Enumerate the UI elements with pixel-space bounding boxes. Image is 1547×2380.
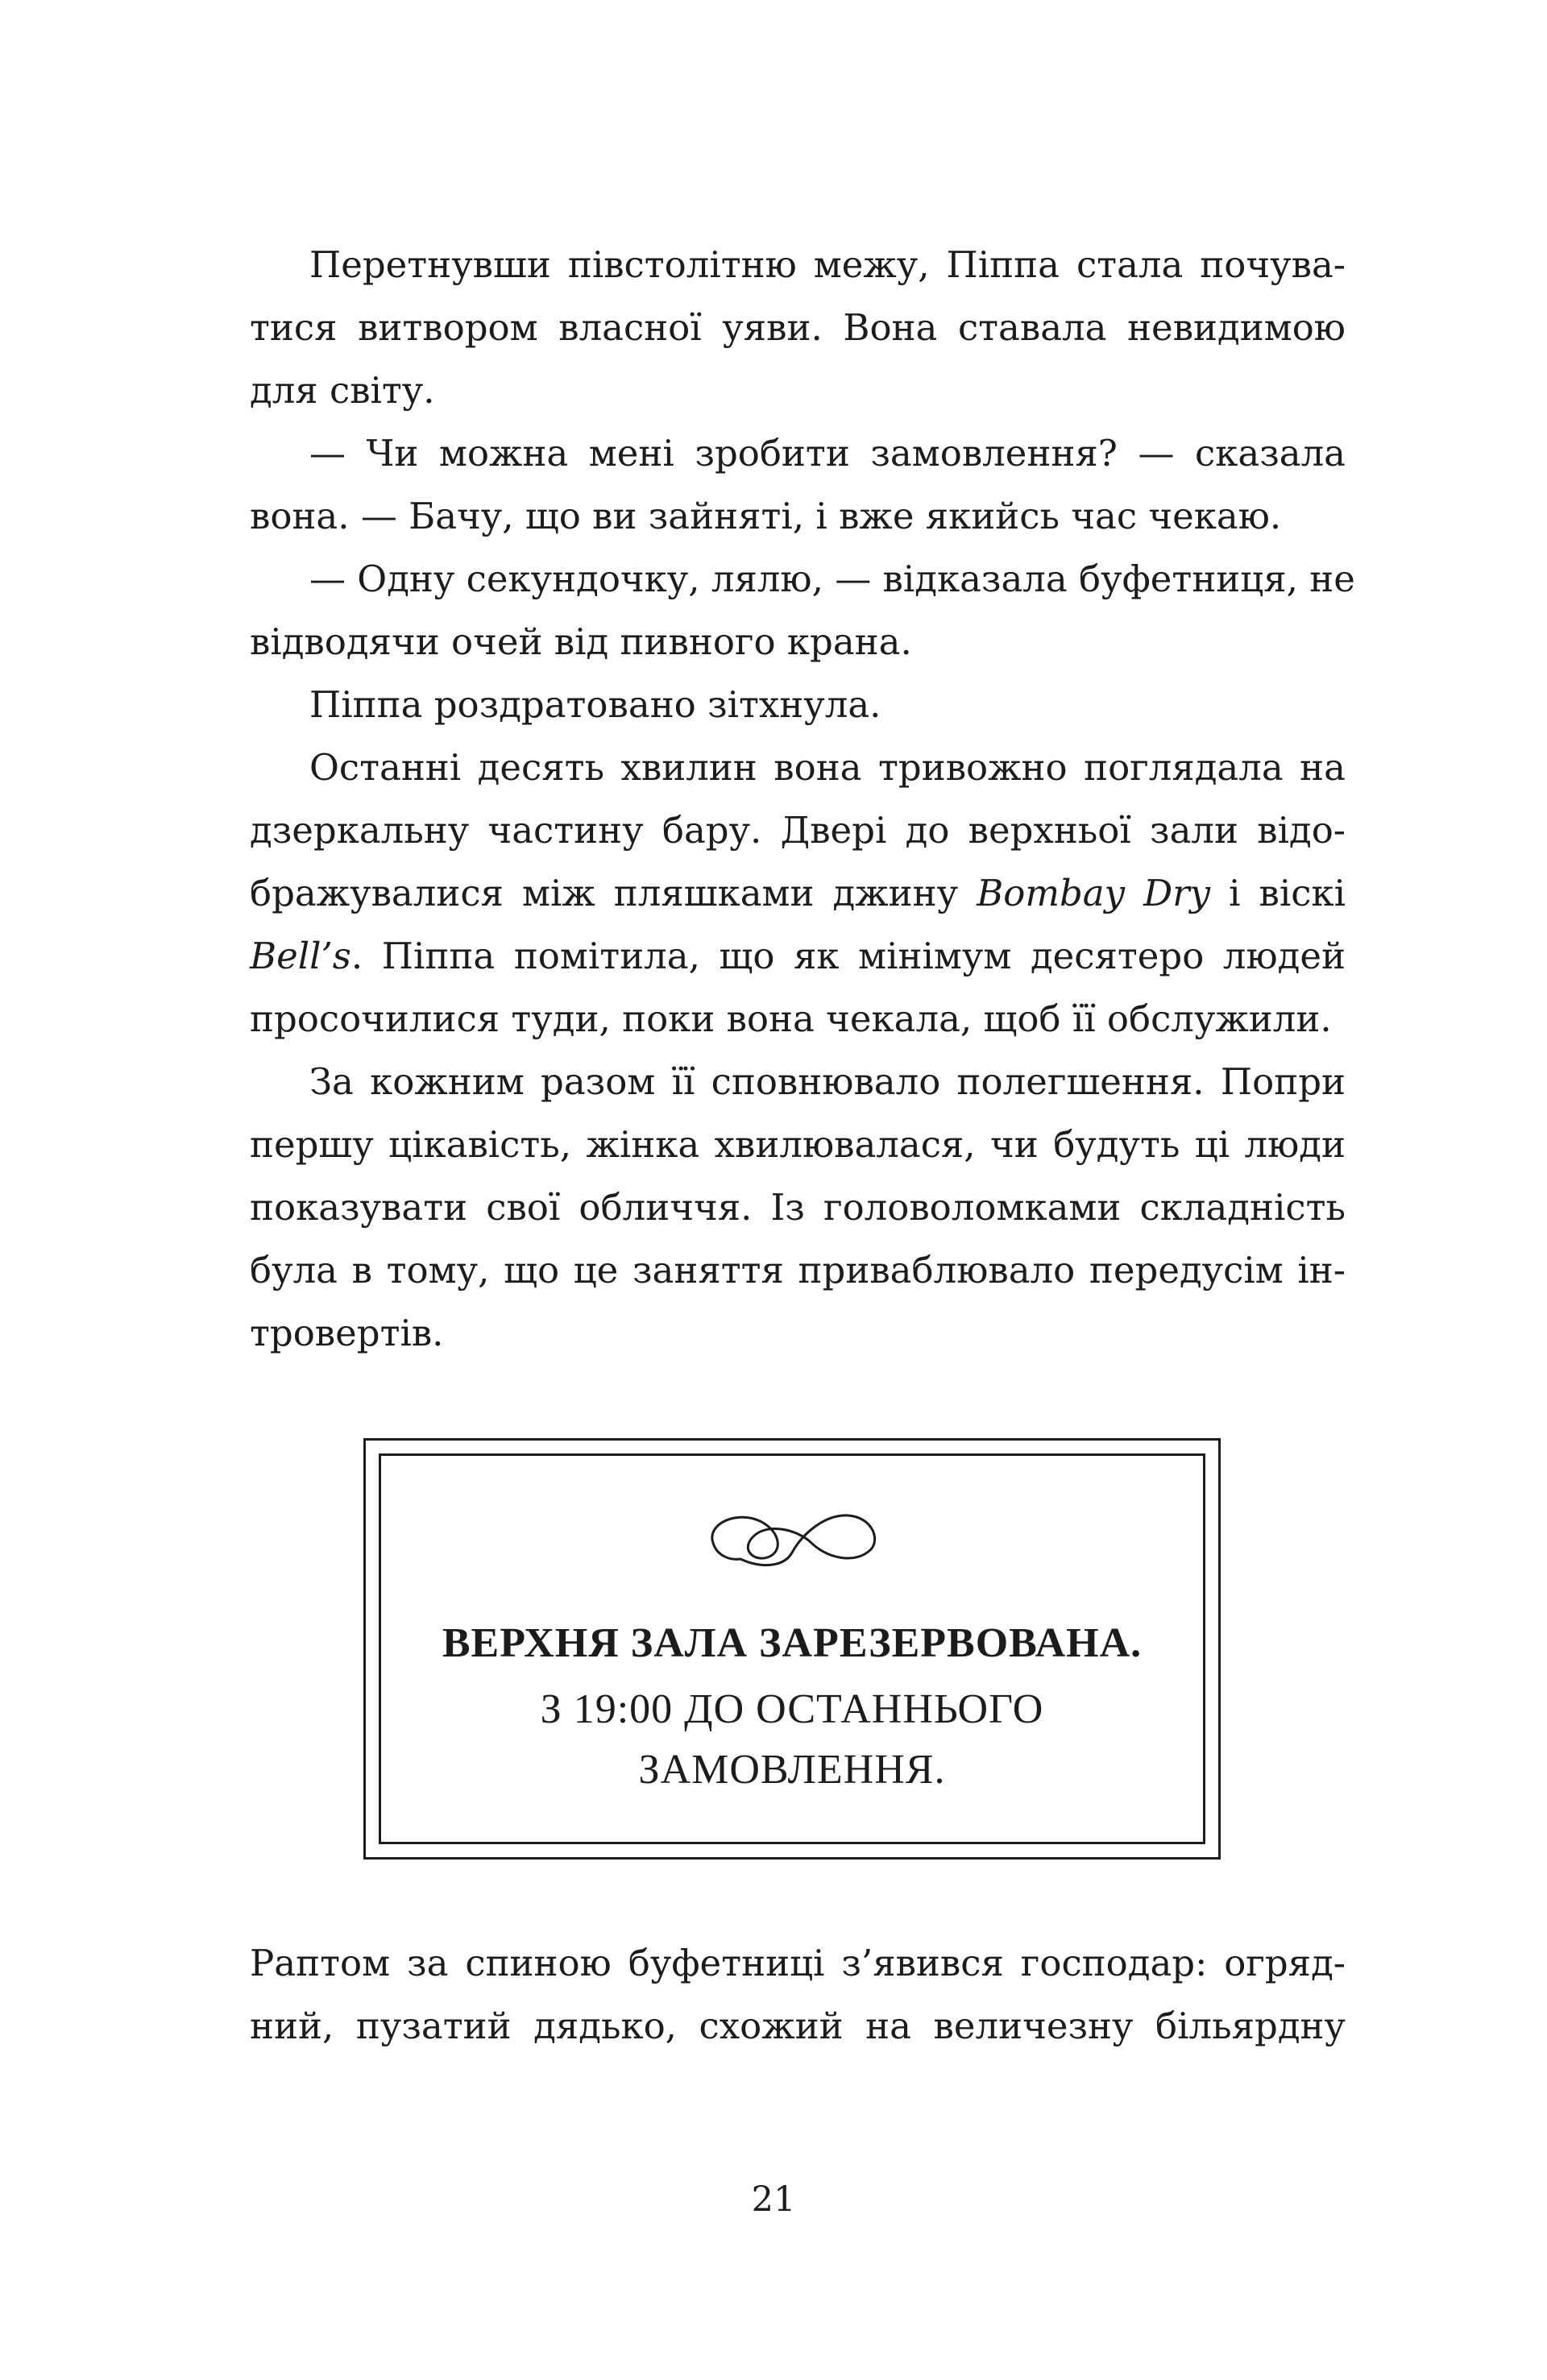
paragraph-2-line: вона. — Бачу, що ви зайняті, і вже якийсь час чекаю. xyxy=(250,495,1282,537)
paragraph-6-line: першу цікавість, жінка хвилювалася, чи будуть ці люди xyxy=(250,1123,1346,1166)
paragraph-7-line: Раптом за спиною буфетниці з’явився господар: огряд- xyxy=(250,1942,1346,1984)
reservation-sign xyxy=(363,1438,1221,1860)
paragraph-3-line: відводячи очей від пивного крана. xyxy=(250,620,912,663)
paragraph-1-line: для світу. xyxy=(250,369,435,412)
paragraph-1-line: тися витвором власної уяви. Вона ставала невидимою xyxy=(250,306,1346,349)
paragraph-6-line: показувати свої обличчя. Із головоломками складність xyxy=(250,1186,1346,1229)
italic-brand-name: Bombay Dry xyxy=(977,872,1211,914)
sign-time-line: З 19:00 ДО ОСТАННЬОГО xyxy=(540,1686,1044,1732)
paragraph-1-line: Перетнувши півстолітню межу, Піппа стала почува- xyxy=(309,243,1346,286)
paragraph-4-line: Піппа роздратовано зітхнула. xyxy=(309,683,881,726)
paragraph-6-line: тровертів. xyxy=(250,1312,444,1354)
text-run: . Піппа помітила, що як мінімум десятеро людей xyxy=(350,935,1346,977)
paragraph-5-line-mixed xyxy=(250,862,1346,925)
paragraph-6-line: була в тому, що це заняття приваблювало передусім ін- xyxy=(250,1249,1346,1292)
paragraph-2-line: — Чи можна мені зробити замовлення? — сказала xyxy=(309,432,1346,475)
paragraph-5-line-mixed xyxy=(250,925,1346,988)
paragraph-3-line: — Одну секундочку, лялю, — відказала буфетниця, не xyxy=(309,558,1355,600)
paragraph-5-line: просочилися туди, поки вона чекала, щоб її обслужили. xyxy=(250,997,1332,1040)
paragraph-6-line: За кожним разом її сповнювало полегшення. Попри xyxy=(309,1060,1346,1103)
reservation-sign-inner-border xyxy=(379,1453,1205,1844)
body-text-top xyxy=(250,234,1355,1365)
paragraph-5-line: Останні десять хвилин вона тривожно поглядала на xyxy=(309,746,1346,789)
text-run: бражувалися між пляшками джину xyxy=(250,872,977,914)
page-number: 21 xyxy=(751,2179,796,2220)
sign-time-line: ЗАМОВЛЕННЯ. xyxy=(638,1747,946,1793)
text-run: і віскі xyxy=(1210,872,1346,914)
body-text-bottom xyxy=(250,1932,1346,2058)
flourish-ornament-icon xyxy=(703,1503,881,1575)
sign-title: ВЕРХНЯ ЗАЛА ЗАРЕЗЕРВОВАНА. xyxy=(442,1620,1143,1666)
paragraph-5-line: дзеркальну частину бару. Двері до верхньої зали відо- xyxy=(250,809,1346,852)
paragraph-7-line: ний, пузатий дядько, схожий на величезну більярдну xyxy=(250,2005,1346,2047)
italic-brand-name: Bell’s xyxy=(250,935,351,977)
